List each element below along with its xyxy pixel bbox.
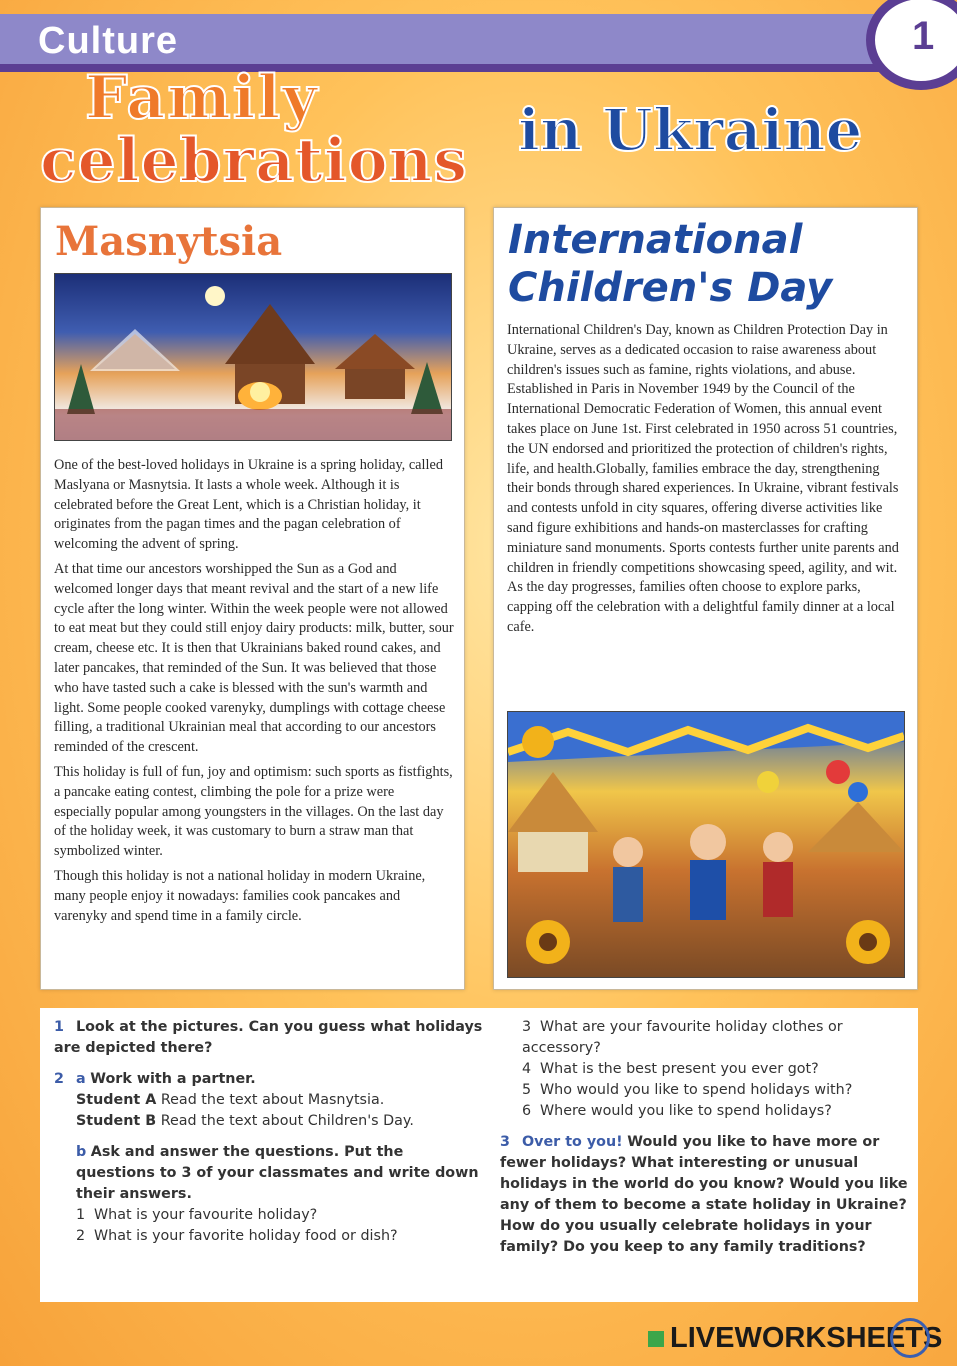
question-4-number: 4 (522, 1061, 532, 1077)
childrens-day-title-line2: Children's Day (508, 265, 833, 311)
tasks-section (40, 1008, 918, 1302)
masnytsia-title: Masnytsia (55, 218, 283, 265)
festival-image (508, 712, 904, 977)
masnytsia-illustration (54, 273, 452, 441)
task-1-text: Look at the pictures. Can you guess what holidays are depicted there? (54, 1019, 483, 1056)
masnytsia-article (40, 207, 465, 990)
question-4-text: What is the best present you ever got? (540, 1061, 819, 1077)
childrens-day-illustration (507, 711, 905, 978)
masnytsia-text (54, 456, 454, 931)
page-corner-circle-icon (890, 1318, 930, 1358)
student-a-text: Read the text about Masnytsia. (160, 1092, 385, 1108)
question-5-text: Who would you like to spend holidays with? (540, 1082, 853, 1098)
winter-village-image (55, 274, 451, 440)
headline-in-ukraine: in Ukraine (518, 96, 863, 164)
task-2a-letter: a (76, 1071, 86, 1087)
headline-celebrations: celebrations (40, 126, 469, 196)
tasks-right-column (500, 1017, 910, 1258)
task-2b (54, 1142, 484, 1205)
student-b-line (54, 1111, 484, 1132)
task-3 (500, 1132, 910, 1258)
task-1-number: 1 (54, 1019, 64, 1035)
task-2b-letter: b (76, 1144, 87, 1160)
childrens-day-paragraph: International Children's Day, known as Children Protection Day in Ukraine, serves as a dedicated occasion to raise awareness about children's issues such as famine, rights violations, and abuse. Established in Paris in November 1949 by the Council of the International Democratic Federation of Women, this annual event takes place on June 1st. First celebrated in 1950 across 51 countries, the UN endorsed and prioritized the protection of children's rights, life, and health.Globally, families embrace the day, strengthening their bonds through shared experiences. In Ukraine, vibrant festivals and contests unfold in city squares, offering diverse activities like sand figure exhibitions and hands-on masterclasses for crafting miniature sand monuments. Sports contests further unite parents and children in friendly competitions showcasing speed, agility, and wit. As the day progresses, families often choose to explore parks, capping off the celebration with a delightful family dinner at a local cafe. (507, 322, 899, 635)
question-3-number: 3 (522, 1019, 532, 1035)
student-a-line (54, 1090, 484, 1111)
question-2 (54, 1226, 484, 1247)
question-3 (500, 1017, 910, 1059)
section-label: Culture (38, 20, 178, 62)
task-2a-text: Work with a partner. (90, 1071, 256, 1087)
question-3-text: What are your favourite holiday clothes or accessory? (522, 1019, 843, 1056)
childrens-day-article (493, 207, 918, 990)
question-1-text: What is your favourite holiday? (94, 1207, 318, 1223)
headline-family: Family (85, 63, 320, 133)
task-3-text: Would you like to have more or fewer holidays? What interesting or unusual holidays in the world do you know? Would you like any of them to become a state holiday in Ukraine? How do you usually celebrate holidays in your family? Do you keep to any family traditions? (500, 1134, 908, 1255)
childrens-day-title-line1: International (508, 217, 803, 263)
student-b-label: Student B (76, 1113, 157, 1129)
student-a-label: Student A (76, 1092, 157, 1108)
masnytsia-paragraph-4: Though this holiday is not a national holiday in modern Ukraine, many people enjoy it nowadays: families cook pancakes and varenyky and spend time in a family circle. (54, 867, 426, 924)
question-4 (500, 1059, 910, 1080)
tasks-left-column (54, 1017, 484, 1247)
question-5 (500, 1080, 910, 1101)
task-1 (54, 1017, 484, 1059)
logo-text: LIVEWORKSHEETS (670, 1322, 943, 1354)
question-6 (500, 1101, 910, 1122)
task-2b-text: Ask and answer the questions. Put the questions to 3 of your classmates and write down their answers. (76, 1144, 479, 1202)
question-5-number: 5 (522, 1082, 532, 1098)
masnytsia-paragraph-2: At that time our ancestors worshipped the Sun as a God and welcomed longer days that meant revival and the start of a new life cycle after the long winter. Within the week people were not allowed to eat meat but they could still enjoy dairy products: milk, butter, sour cream, cheese etc. It is then that Ukrainians baked round cakes, and later pancakes, that reminded of the Sun. It was believed that those who have tasted such a cake is blessed with the sun's warmth and light. Some people cooked varenyky, dumplings with cottage cheese filling, a traditional Ukrainian meal that according to our ancestors reminded of the crescent. (54, 560, 454, 756)
question-2-text: What is your favorite holiday food or dish? (94, 1228, 398, 1244)
masnytsia-paragraph-3: This holiday is full of fun, joy and optimism: such sports as fistfights, a pancake eating contest, climbing the pole for a prize were especially popular among youngsters in the villages. On the last day of the holiday week, it was customary to burn a straw man that symbolized winter. (54, 763, 453, 860)
childrens-day-title (508, 216, 832, 312)
question-6-text: Where would you like to spend holidays? (540, 1103, 832, 1119)
task-2a (54, 1069, 484, 1090)
task-3-highlight: Over to you! (522, 1134, 623, 1150)
masnytsia-paragraph-1: One of the best-loved holidays in Ukraine is a spring holiday, called Maslyana or Masnytsia. It lasts a whole week. Although it is celebrated before the Great Lent, which is a Christian holiday, it originates from the pagan times and the pagan celebration of welcoming the advent of spring. (54, 457, 443, 553)
task-2-number: 2 (54, 1071, 64, 1087)
unit-number: 1 (912, 14, 935, 58)
question-6-number: 6 (522, 1103, 532, 1119)
student-b-text: Read the text about Children's Day. (160, 1113, 414, 1129)
logo-mark-icon (648, 1331, 664, 1347)
question-1-number: 1 (76, 1207, 86, 1223)
childrens-day-text (507, 321, 907, 643)
question-2-number: 2 (76, 1228, 86, 1244)
task-3-number: 3 (500, 1134, 510, 1150)
question-1 (54, 1205, 484, 1226)
